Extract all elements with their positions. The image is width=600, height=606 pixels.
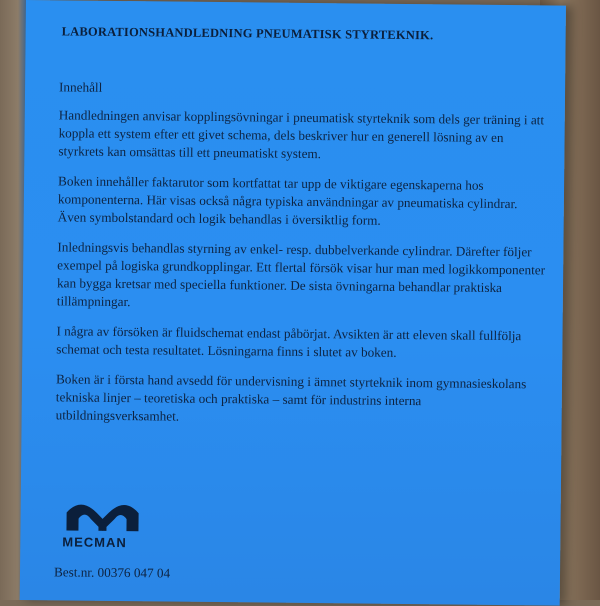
paragraph-4: I några av försöken är fluidschemat endast påbörjat. Avsikten är att eleven skall fullfölja schemat och testa resultatet. Lösningarna finns i slutet av boken.: [56, 323, 522, 360]
book-back-cover: [20, 0, 566, 606]
cover-title: LABORATIONSHANDLEDNING PNEUMATISK STYRTEKNIK.: [61, 24, 434, 43]
mecman-logo: [58, 494, 179, 551]
paragraph-5: Boken är i första hand avsedd för undervisning i ämnet styrteknik inom gymnasieskolans tekniska linjer – teoretiska och praktiska – samt för industrins interna utbildningsverksamhet.: [55, 371, 527, 424]
order-number: Best.nr. 00376 047 04: [53, 564, 171, 581]
paragraph-3: Inledningsvis behandlas styrning av enkel- resp. dubbelverkande cylindrar. Därefter följer exempel på logiska grundkopplingar. Ett flertal försök visar hur man med logikkomponenter kan bygga kretsar med speciella funktioner. De sista övningarna behandlar praktiska tillämpningar.: [56, 239, 546, 310]
mecman-wordmark: MECMAN: [62, 534, 127, 551]
paragraph-1: Handledningen anvisar kopplingsövningar i pneumatisk styrteknik som dels ger träning i att koppla ett system efter ett givet schema, dels beskriver hur en generell lösning av en styrkrets kan omsättas till ett pneumatiskt system.: [58, 107, 545, 162]
cover-text: [55, 78, 547, 441]
paragraph-2: Boken innehåller faktarutor som kortfattat tar upp de viktigare egenskaperna hos komponenterna. Här visas också några typiska användningar av pneumatiska cylindrar. Även symbolstandard och logik behandlas i översiktlig form.: [57, 173, 518, 228]
contents-heading: Innehåll: [59, 79, 103, 95]
